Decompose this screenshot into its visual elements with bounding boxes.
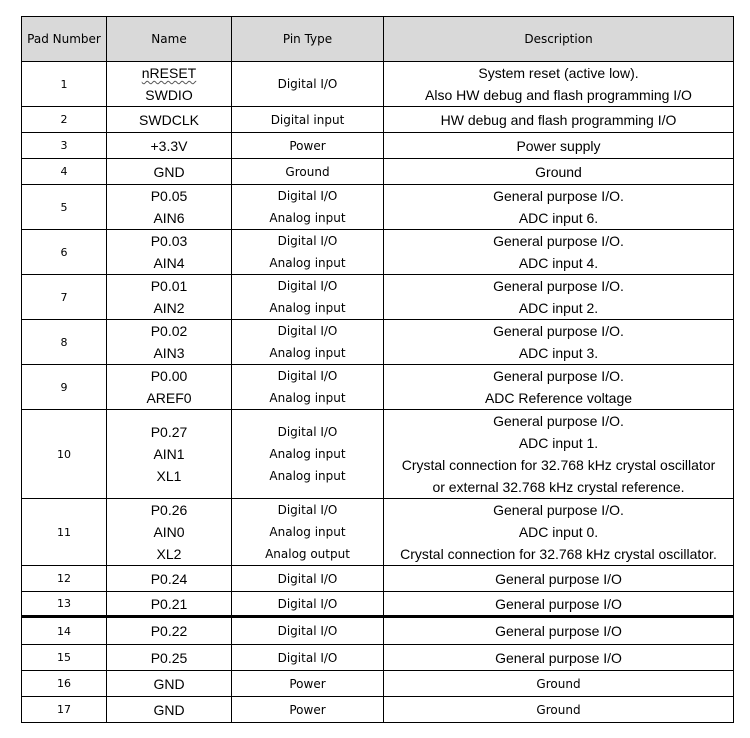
pin-type-text: Analog input [269,391,346,405]
description-text: General purpose I/O. [493,323,624,339]
description-text: Ground [535,163,582,180]
pin-name-text: GND [153,675,185,692]
pin-type-cell [232,230,384,275]
description-cell [384,365,734,410]
pin-type-cell [232,107,384,133]
description-cell [384,320,734,365]
pin-name-cell [107,566,232,592]
pin-name-text: XL2 [156,546,182,562]
pad-number-cell: 7 [22,275,107,320]
pin-name-cell [107,499,232,566]
pin-type-text: Analog input [269,346,346,360]
description-text: Crystal connection for 32.768 kHz crystal oscillator [401,457,716,473]
pin-name-text: AIN1 [153,446,185,462]
pin-name-cell [107,617,232,645]
description-cell [384,499,734,566]
pad-number-cell: 8 [22,320,107,365]
description-text: ADC input 0. [518,524,599,540]
pad-number-cell: 13 [22,592,107,617]
pin-type-text: Digital I/O [277,369,338,383]
description-text: Ground [536,676,581,691]
pin-name-cell [107,365,232,410]
pin-table-container [21,16,733,723]
pin-name-text: P0.00 [150,368,188,384]
pin-name-cell [107,410,232,499]
pad-number-cell: 4 [22,159,107,185]
table-row [22,185,734,230]
pin-name-text: AIN6 [153,210,185,226]
description-cell [384,107,734,133]
description-text: General purpose I/O [495,570,622,587]
pin-name-text: nRESET [141,65,197,81]
pin-name-cell [107,230,232,275]
pin-name-cell [107,185,232,230]
pin-type-text: Analog input [269,211,346,225]
pin-name-cell [107,697,232,723]
description-text: General purpose I/O. [493,368,624,384]
pin-type-text: Power [289,676,326,691]
header-name: Name [107,17,232,62]
description-cell [384,671,734,697]
pin-type-cell [232,697,384,723]
pin-name-text: AIN4 [153,255,185,271]
pin-name-text: SWDCLK [139,111,199,128]
pin-type-text: Analog output [265,547,350,561]
table-row [22,133,734,159]
pin-type-cell [232,159,384,185]
table-row [22,320,734,365]
pin-type-cell [232,62,384,107]
pad-number-cell: 9 [22,365,107,410]
description-text: ADC input 4. [518,255,599,271]
pin-type-cell [232,275,384,320]
description-text: Crystal connection for 32.768 kHz crystal oscillator. [400,546,717,562]
description-text: ADC input 3. [518,345,599,361]
pin-name-text: AREF0 [146,390,192,406]
pin-name-text: P0.03 [150,233,188,249]
description-cell [384,697,734,723]
pad-number-cell: 5 [22,185,107,230]
table-row [22,275,734,320]
table-row [22,645,734,671]
pin-name-text: P0.26 [150,502,188,518]
pin-name-text: P0.05 [150,188,188,204]
pin-type-text: Digital I/O [277,571,338,586]
pin-name-text: AIN0 [153,524,185,540]
pin-name-text: P0.22 [150,623,188,639]
description-cell [384,410,734,499]
pin-type-text: Digital I/O [277,189,338,203]
description-text: General purpose I/O. [493,413,624,429]
pin-type-text: Power [289,702,326,717]
pin-type-text: Analog input [269,447,346,461]
pad-number-cell: 3 [22,133,107,159]
description-text: General purpose I/O. [493,502,624,518]
description-cell [384,645,734,671]
description-text: ADC input 1. [518,435,599,451]
pin-type-cell [232,320,384,365]
pin-type-text: Analog input [269,469,346,483]
pin-type-text: Digital I/O [277,77,338,91]
pin-type-text: Digital I/O [277,234,338,248]
description-text: General purpose I/O [495,595,622,612]
pin-name-cell [107,62,232,107]
description-cell [384,159,734,185]
pin-name-text: P0.27 [150,424,188,440]
pin-name-cell [107,133,232,159]
pin-type-cell [232,133,384,159]
pin-type-cell [232,499,384,566]
pin-type-text: Digital I/O [277,503,338,517]
pad-number-cell: 15 [22,645,107,671]
description-cell [384,230,734,275]
pin-type-text: Digital I/O [277,324,338,338]
pad-number-cell: 2 [22,107,107,133]
pin-name-text: AIN3 [153,345,185,361]
table-row [22,617,734,645]
pad-number-cell: 14 [22,617,107,645]
pin-type-text: Digital I/O [277,425,338,439]
pin-type-cell [232,592,384,617]
pin-name-text: P0.21 [150,595,188,612]
description-cell [384,185,734,230]
table-row [22,159,734,185]
pin-type-cell [232,566,384,592]
header-description: Description [384,17,734,62]
pin-type-text: Digital I/O [277,279,338,293]
header-pad-number: Pad Number [22,17,107,62]
description-cell [384,133,734,159]
pin-name-text: P0.02 [150,323,188,339]
header-pin-type: Pin Type [232,17,384,62]
pin-type-text: Analog input [269,525,346,539]
pin-name-text: P0.25 [150,649,188,666]
table-row [22,697,734,723]
pin-type-cell [232,410,384,499]
table-row [22,107,734,133]
pad-number-cell: 11 [22,499,107,566]
description-text: General purpose I/O. [493,233,624,249]
header-row [22,17,734,62]
pin-type-text: Ground [285,164,330,179]
pad-number-cell: 1 [22,62,107,107]
pin-name-cell [107,592,232,617]
description-text: General purpose I/O [495,623,622,639]
pad-number-cell: 10 [22,410,107,499]
description-text: HW debug and flash programming I/O [440,111,677,128]
description-cell [384,592,734,617]
pin-name-cell [107,107,232,133]
description-text: ADC input 2. [518,300,599,316]
description-text: Ground [536,702,581,717]
table-row [22,499,734,566]
pin-name-text: +3.3V [150,137,188,154]
pin-name-text: XL1 [156,468,182,484]
table-body [22,62,734,723]
pad-number-cell: 17 [22,697,107,723]
pin-type-cell [232,617,384,645]
table-row [22,592,734,617]
description-text: ADC Reference voltage [484,390,633,406]
pin-type-text: Digital input [270,112,345,127]
pin-type-text: Digital I/O [277,650,338,665]
table-row [22,62,734,107]
pin-type-cell [232,645,384,671]
description-text: ADC input 6. [518,210,599,226]
pin-type-text: Power [289,138,326,153]
pin-name-cell [107,320,232,365]
pin-type-cell [232,185,384,230]
pin-name-cell [107,275,232,320]
description-cell [384,617,734,645]
description-text: or external 32.768 kHz crystal reference. [432,479,685,495]
pin-type-text: Digital I/O [277,596,338,611]
pin-name-text: AIN2 [153,300,185,316]
pin-type-text: Analog input [269,301,346,315]
description-text: Also HW debug and flash programming I/O [425,87,692,103]
pin-name-text: P0.01 [150,278,188,294]
description-cell [384,566,734,592]
pin-name-cell [107,671,232,697]
pad-number-cell: 6 [22,230,107,275]
pad-number-cell: 16 [22,671,107,697]
pin-name-text: GND [153,163,185,180]
table-row [22,671,734,697]
description-cell [384,275,734,320]
description-text: System reset (active low). [478,65,639,81]
description-text: General purpose I/O. [493,278,624,294]
table-row [22,365,734,410]
table-row [22,566,734,592]
pin-type-cell [232,365,384,410]
table-row [22,410,734,499]
pin-name-cell [107,645,232,671]
pin-name-cell [107,159,232,185]
pin-name-text: P0.24 [150,570,188,587]
table-row [22,230,734,275]
description-cell [384,62,734,107]
description-text: General purpose I/O [495,649,622,666]
pin-table [21,16,734,723]
pad-number-cell: 12 [22,566,107,592]
description-text: Power supply [516,137,601,154]
pin-name-text: GND [153,701,185,718]
pin-type-cell [232,671,384,697]
pin-type-text: Digital I/O [277,624,338,638]
pin-type-text: Analog input [269,256,346,270]
pin-name-text: SWDIO [145,87,193,103]
description-text: General purpose I/O. [493,188,624,204]
